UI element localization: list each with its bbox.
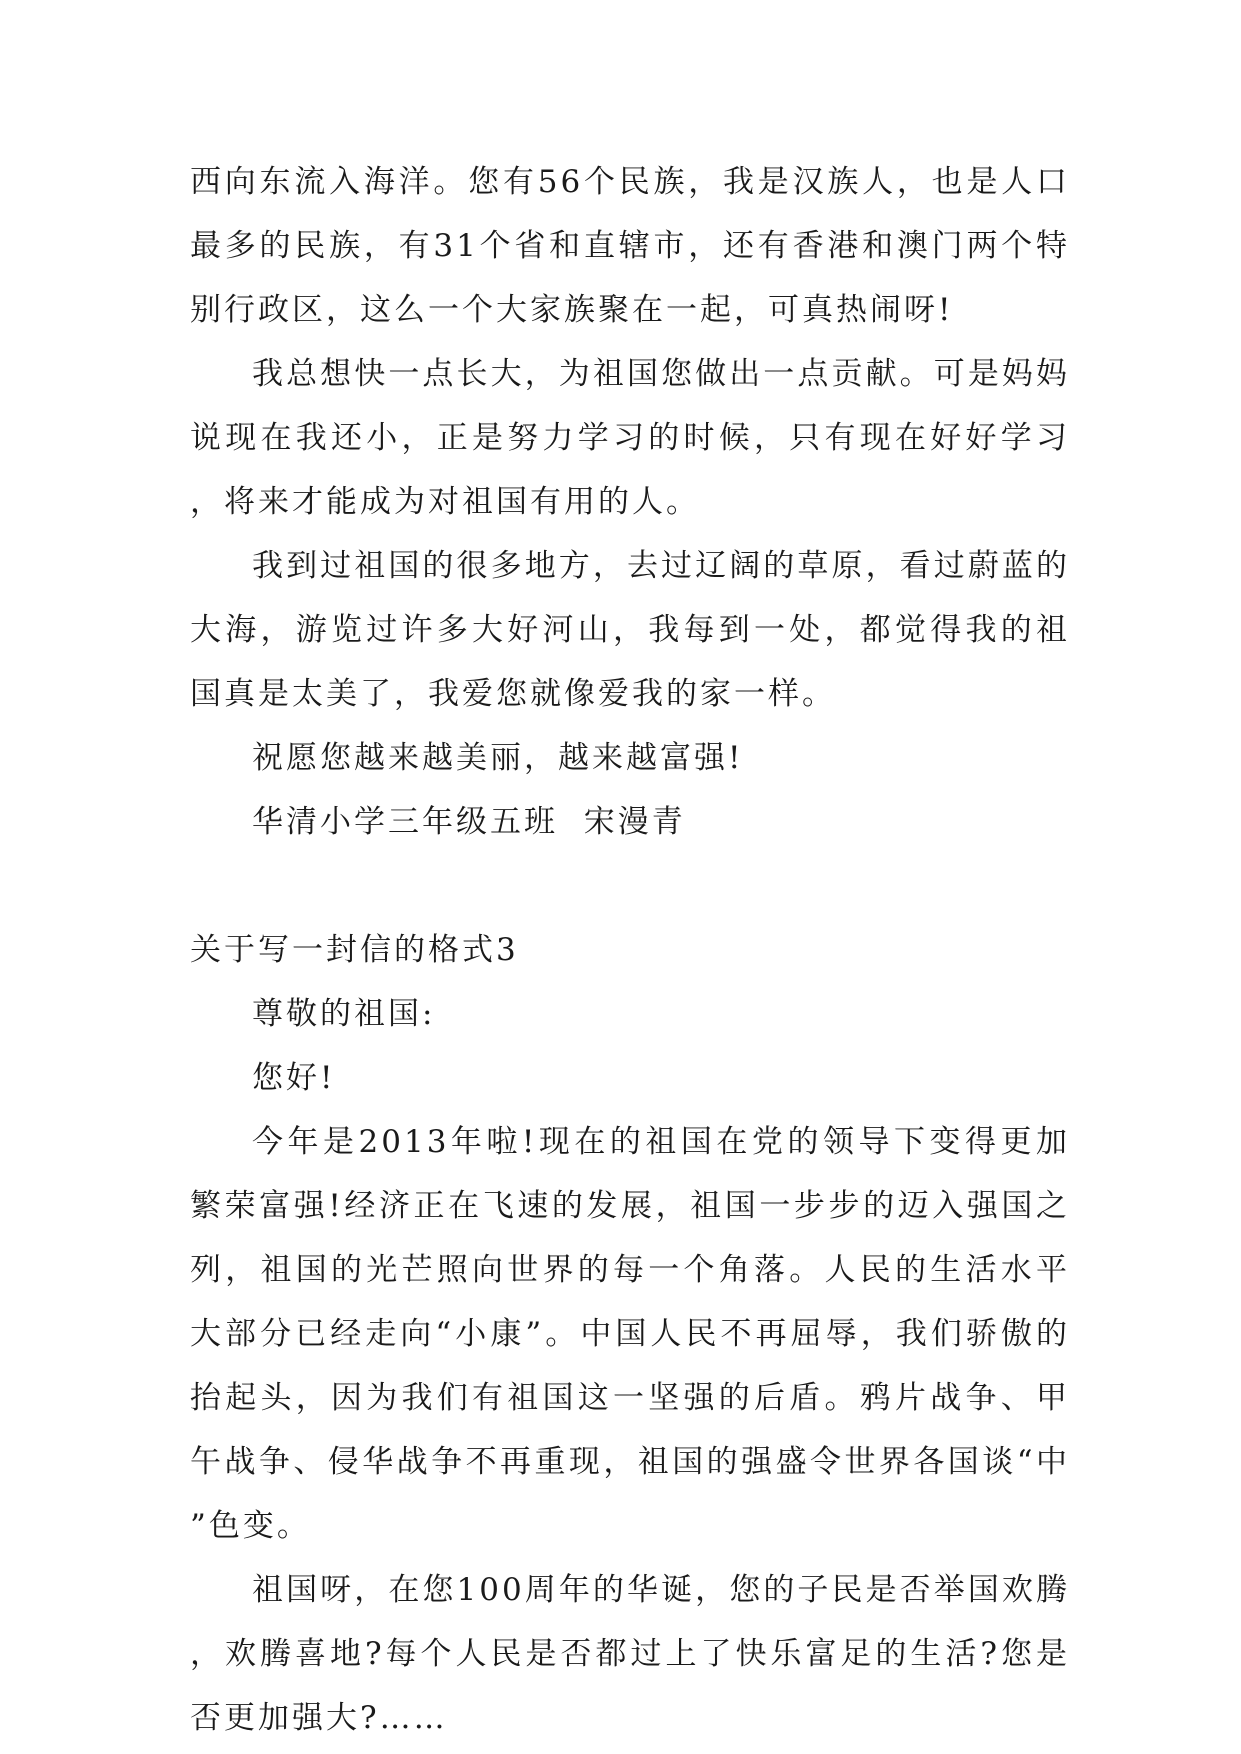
paragraph: 我总想快一点长大，为祖国您做出一点贡献。可是妈妈说现在我还小，正是努力学习的时候，只有现在好好学习，将来才能成为对祖国有用的人。 xyxy=(190,356,1070,520)
section-heading: 关于写一封信的格式3 xyxy=(190,932,519,968)
paragraph-continued: 西向东流入海洋。您有56个民族，我是汉族人，也是人口最多的民族，有31个省和直辖市，还有香港和澳门两个特别行政区，这么一个大家族聚在一起，可真热闹呀! xyxy=(190,164,1070,328)
paragraph: 今年是2013年啦!现在的祖国在党的领导下变得更加繁荣富强!经济正在飞速的发展，祖国一步步的迈入强国之列，祖国的光芒照向世界的每一个角落。人民的生活水平大部分已经走向“小康”。中国人民不再屈辱，我们骄傲的抬起头，因为我们有祖国这一坚强的后盾。鸦片战争、甲午战争、侵华战争不再重现，祖国的强盛令世界各国谈“中”色变。 xyxy=(190,1124,1070,1544)
salutation: 尊敬的祖国: xyxy=(252,996,436,1032)
greeting: 您好! xyxy=(252,1060,336,1096)
paragraph: 祖国呀，在您100周年的华诞，您的子民是否举国欢腾，欢腾喜地?每个人民是否都过上了快乐富足的生活?您是否更加强大?…… xyxy=(190,1572,1070,1736)
signature: 华清小学三年级五班 宋漫青 xyxy=(252,804,686,840)
document-body xyxy=(190,150,1070,1750)
closing-wish: 祝愿您越来越美丽，越来越富强! xyxy=(252,740,744,776)
paragraph: 我到过祖国的很多地方，去过辽阔的草原，看过蔚蓝的大海，游览过许多大好河山，我每到一处，都觉得我的祖国真是太美了，我爱您就像爱我的家一样。 xyxy=(190,548,1070,712)
